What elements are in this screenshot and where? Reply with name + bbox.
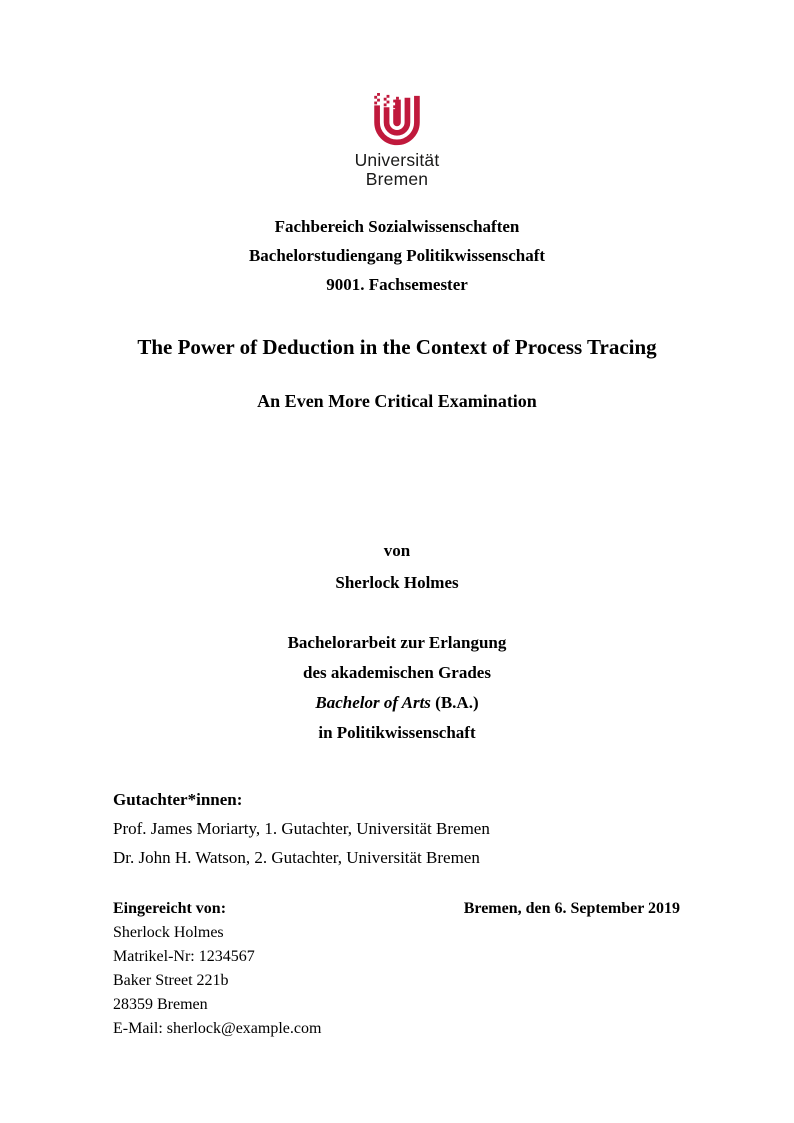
program-name: Bachelorstudiengang Politikwissenschaft [248,246,546,265]
by-label: von [383,541,411,560]
author-name: Sherlock Holmes [335,573,459,592]
degree-line1: Bachelorarbeit zur Erlangung [287,633,507,652]
thesis-title: The Power of Deduction in the Context of Process Tracing [137,335,657,359]
degree-block [0,628,794,748]
reviewer-line: Dr. John H. Watson, 2. Gutachter, Universität Bremen [113,848,480,867]
degree-name-italic: Bachelor of Arts [315,693,431,712]
place-date: Bremen, den 6. September 2019 [463,900,680,917]
thesis-subtitle: An Even More Critical Examination [257,391,537,411]
contact-line: E-Mail: sherlock@example.com [113,1020,322,1037]
logo-wordmark-line1: Universität [354,150,440,170]
contact-line: 28359 Bremen [113,996,208,1013]
contact-line: Sherlock Holmes [113,924,224,941]
contact-line: Baker Street 221b [113,972,229,989]
submitted-by-label: Eingereicht von: [113,900,227,917]
author-block [0,535,794,599]
degree-line4: in Politikwissenschaft [318,723,476,742]
logo-wordmark-line2: Bremen [365,168,429,189]
contact-details-block [113,921,680,1041]
uni-bremen-u-icon [372,93,422,148]
semester: 9001. Fachsemester [326,275,468,294]
department-block [0,212,794,299]
submission-row [113,899,680,919]
reviewers-block [113,785,680,872]
logo-u-strokes [377,96,417,142]
logo-wordmark [355,151,440,188]
reviewer-line: Prof. James Moriarty, 1. Gutachter, Universität Bremen [113,819,490,838]
university-logo [0,93,794,188]
degree-abbreviation: (B.A.) [430,693,479,712]
degree-line2: des akademischen Grades [303,663,491,682]
degree-line3 [0,688,794,718]
contact-line: Matrikel-Nr: 1234567 [113,948,255,965]
reviewers-heading: Gutachter*innen: [113,790,243,809]
department-name: Fachbereich Sozialwissenschaften [274,217,520,236]
